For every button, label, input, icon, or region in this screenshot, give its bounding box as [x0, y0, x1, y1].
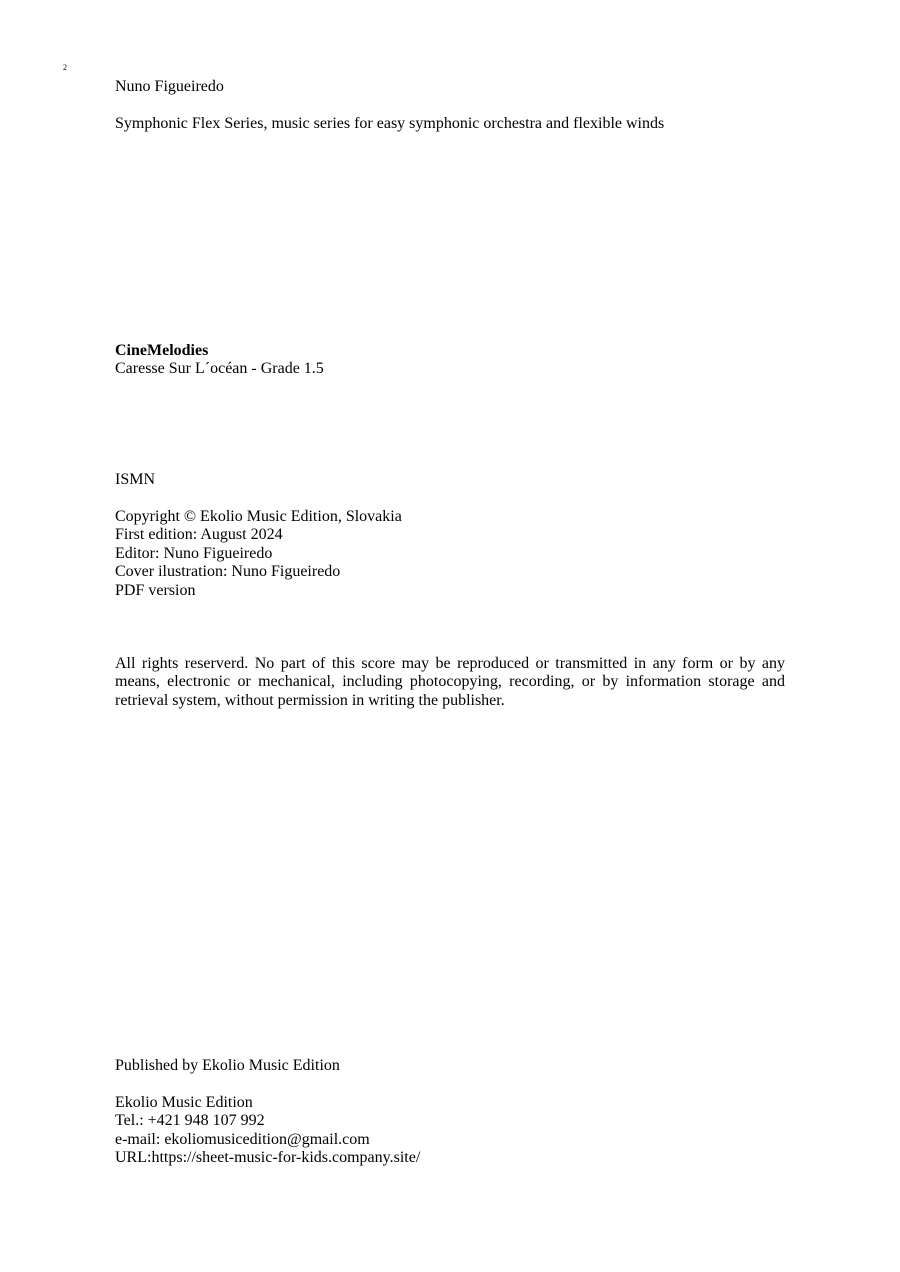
series-text: Symphonic Flex Series, music series for easy symphonic orchestra and flexible winds: [115, 115, 665, 132]
ismn-text: ISMN: [115, 471, 156, 488]
edition-info: [115, 508, 785, 600]
author-text: Nuno Figueiredo: [115, 78, 224, 95]
work-title: Caresse Sur L´océan - Grade 1.5: [115, 360, 324, 378]
publisher-email: e-mail: ekoliomusicedition@gmail.com: [115, 1130, 370, 1148]
publisher-name: Ekolio Music Edition: [115, 1094, 253, 1111]
collection-title: CineMelodies: [115, 342, 209, 359]
first-edition-line: First edition: August 2024: [115, 526, 283, 544]
publisher-tel: Tel.: +421 948 107 992: [115, 1112, 265, 1130]
publisher-contact: [115, 1094, 785, 1168]
copyright-line: Copyright © Ekolio Music Edition, Slovakia: [115, 508, 402, 525]
page-number: 2: [63, 63, 67, 72]
format-line: PDF version: [115, 581, 196, 599]
cover-line: Cover ilustration: Nuno Figueiredo: [115, 563, 341, 581]
work-info: [115, 342, 785, 379]
published-by: [115, 1057, 785, 1075]
series-description: [115, 115, 785, 133]
rights-notice: All rights reserverd. No part of this score may be reproduced or transmitted in any form or by any means, electronic or mechanical, including photocopying, recording, or by information storage and retrieval system, without permission in writing the publisher.: [115, 655, 785, 709]
ismn-label: [115, 471, 785, 489]
published-by-text: Published by Ekolio Music Edition: [115, 1057, 340, 1074]
editor-line: Editor: Nuno Figueiredo: [115, 544, 273, 562]
publisher-url: URL:https://sheet-music-for-kids.company.site/: [115, 1149, 421, 1167]
author-name: [115, 78, 785, 96]
